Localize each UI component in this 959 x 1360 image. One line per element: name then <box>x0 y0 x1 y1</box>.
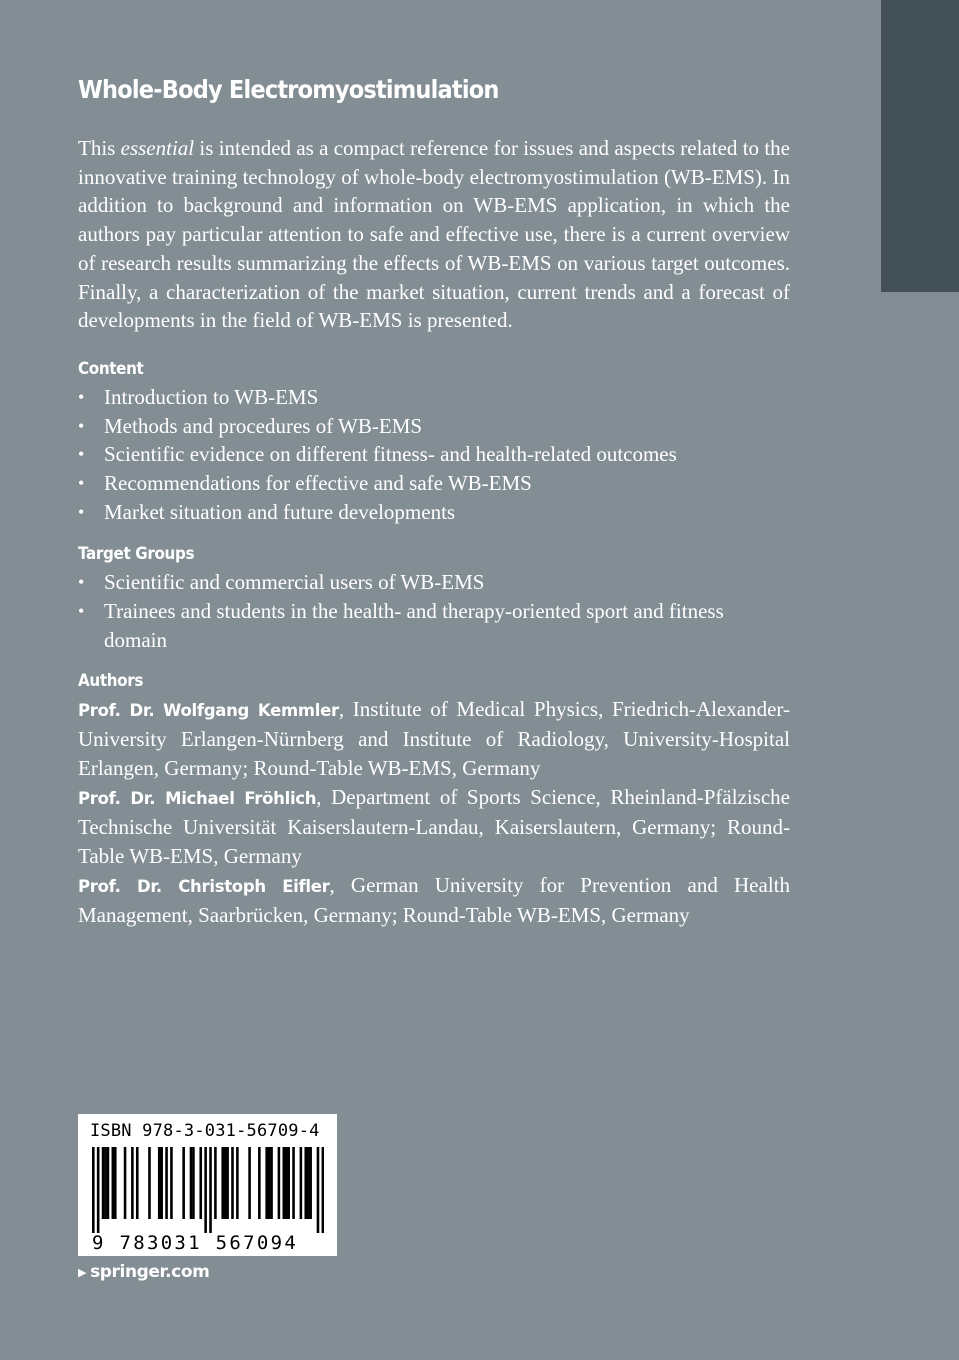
barcode-bar <box>102 1147 105 1219</box>
list-item: • Recommendations for effective and safe WB-EMS <box>78 469 790 498</box>
barcode-bar <box>136 1147 139 1219</box>
barcode-bar <box>304 1147 307 1219</box>
barcode-bar <box>107 1147 110 1219</box>
description-emphasis: essential <box>120 136 195 160</box>
barcode-bar <box>124 1147 127 1219</box>
spine-color-block <box>881 0 959 292</box>
barcode-bar <box>190 1147 193 1219</box>
content-heading: Content <box>78 358 144 378</box>
barcode-bar <box>287 1147 290 1219</box>
publisher-link[interactable] <box>78 1262 209 1282</box>
barcode-digits: 9 783031 567094 <box>92 1232 299 1254</box>
author-entry <box>78 695 790 783</box>
barcode-bar <box>214 1147 217 1219</box>
barcode-bar <box>97 1147 100 1233</box>
barcode-bar <box>112 1147 115 1219</box>
description-lead: This <box>78 136 121 160</box>
barcode-bar <box>114 1147 117 1219</box>
arrow-icon: ▶ <box>78 1265 87 1279</box>
author-entry <box>78 783 790 871</box>
barcode-bar <box>226 1147 229 1219</box>
back-cover-content <box>78 70 790 930</box>
target-groups-list <box>78 568 728 654</box>
barcode-bar <box>248 1147 251 1219</box>
barcode-bar <box>104 1147 107 1219</box>
barcode-bar <box>322 1147 324 1233</box>
barcode-bar <box>285 1147 288 1219</box>
barcode-bar <box>278 1147 281 1219</box>
barcode-bar <box>158 1147 161 1219</box>
authors-heading: Authors <box>78 670 144 690</box>
book-description <box>78 134 790 335</box>
barcode-bar <box>170 1147 173 1219</box>
barcode-bar <box>182 1147 185 1219</box>
author-affiliation: , Institute of Medical Physics, Friedrich-Alexander-University Erlangen-Nürnberg and Institute of Radiology, University-Hospital Erlangen, Germany; Round-Table WB-EMS, Germany <box>78 696 790 780</box>
barcode-bar <box>160 1147 163 1219</box>
publisher-link-label: springer.com <box>90 1262 210 1282</box>
barcode-bar <box>300 1147 303 1219</box>
author-affiliation: , German University for Prevention and Health Management, Saarbrücken, Germany; Round-Table WB-EMS, Germany <box>78 872 790 928</box>
isbn-label: ISBN 978-3-031-56709-4 <box>90 1121 320 1141</box>
list-item: • Methods and procedures of WB-EMS <box>78 412 790 441</box>
list-item: • Scientific and commercial users of WB-EMS <box>78 568 728 597</box>
isbn-barcode-box <box>78 1114 337 1256</box>
book-title: Whole-Body Electromyostimulation <box>78 75 499 104</box>
content-list <box>78 383 790 527</box>
barcode-bar <box>282 1147 285 1219</box>
barcode-bar <box>199 1147 202 1219</box>
barcode-bar <box>221 1147 224 1219</box>
barcode-bar <box>309 1147 312 1219</box>
target-groups-heading: Target Groups <box>78 544 195 564</box>
barcode-bar <box>258 1147 261 1219</box>
barcode-bar <box>292 1147 295 1219</box>
barcode-bar <box>224 1147 227 1219</box>
barcode-bar <box>131 1147 134 1219</box>
barcode-bar <box>148 1147 151 1219</box>
barcode-bar <box>192 1147 195 1219</box>
list-item: • Market situation and future developments <box>78 498 790 527</box>
barcode-bar <box>231 1147 234 1219</box>
list-item: • Introduction to WB-EMS <box>78 383 790 412</box>
barcode-bar <box>317 1147 320 1233</box>
list-item: • Scientific evidence on different fitness- and health-related outcomes <box>78 440 790 469</box>
list-item: • Trainees and students in the health- and therapy-oriented sport and fitness domain <box>78 597 728 654</box>
author-entry <box>78 871 790 930</box>
barcode-bar <box>165 1147 168 1219</box>
description-rest: is intended as a compact reference for issues and aspects related to the innovative training technology of whole-body electromyostimulation (WB-EMS). In addition to background and information on WB-EMS application, in which the authors pay particular attention to safe and effective use, there is a current overview of research results summarizing the effects of WB-EMS on various target outcomes. Finally, a characterization of the market situation, current trends and a forecast of developments in the field of WB-EMS is presented. <box>78 136 790 333</box>
barcode-bar <box>265 1147 268 1219</box>
barcode-bar <box>307 1147 310 1219</box>
author-affiliation: , Department of Sports Science, Rheinland-Pfälzische Technische Universität Kaiserslautern-Landau, Kaiserslautern, Germany; Round-Table WB-EMS, Germany <box>78 784 790 869</box>
barcode-bar <box>268 1147 271 1219</box>
barcode-bar <box>92 1147 95 1233</box>
barcode-bar <box>209 1147 212 1233</box>
barcode-bar <box>236 1147 239 1219</box>
barcode-icon <box>92 1147 324 1233</box>
author-name: Prof. Dr. Christoph Eifler <box>78 876 330 896</box>
barcode-bar <box>270 1147 273 1219</box>
author-name: Prof. Dr. Wolfgang Kemmler <box>78 700 339 720</box>
author-name: Prof. Dr. Michael Fröhlich <box>78 788 317 808</box>
barcode-bar <box>204 1147 207 1233</box>
